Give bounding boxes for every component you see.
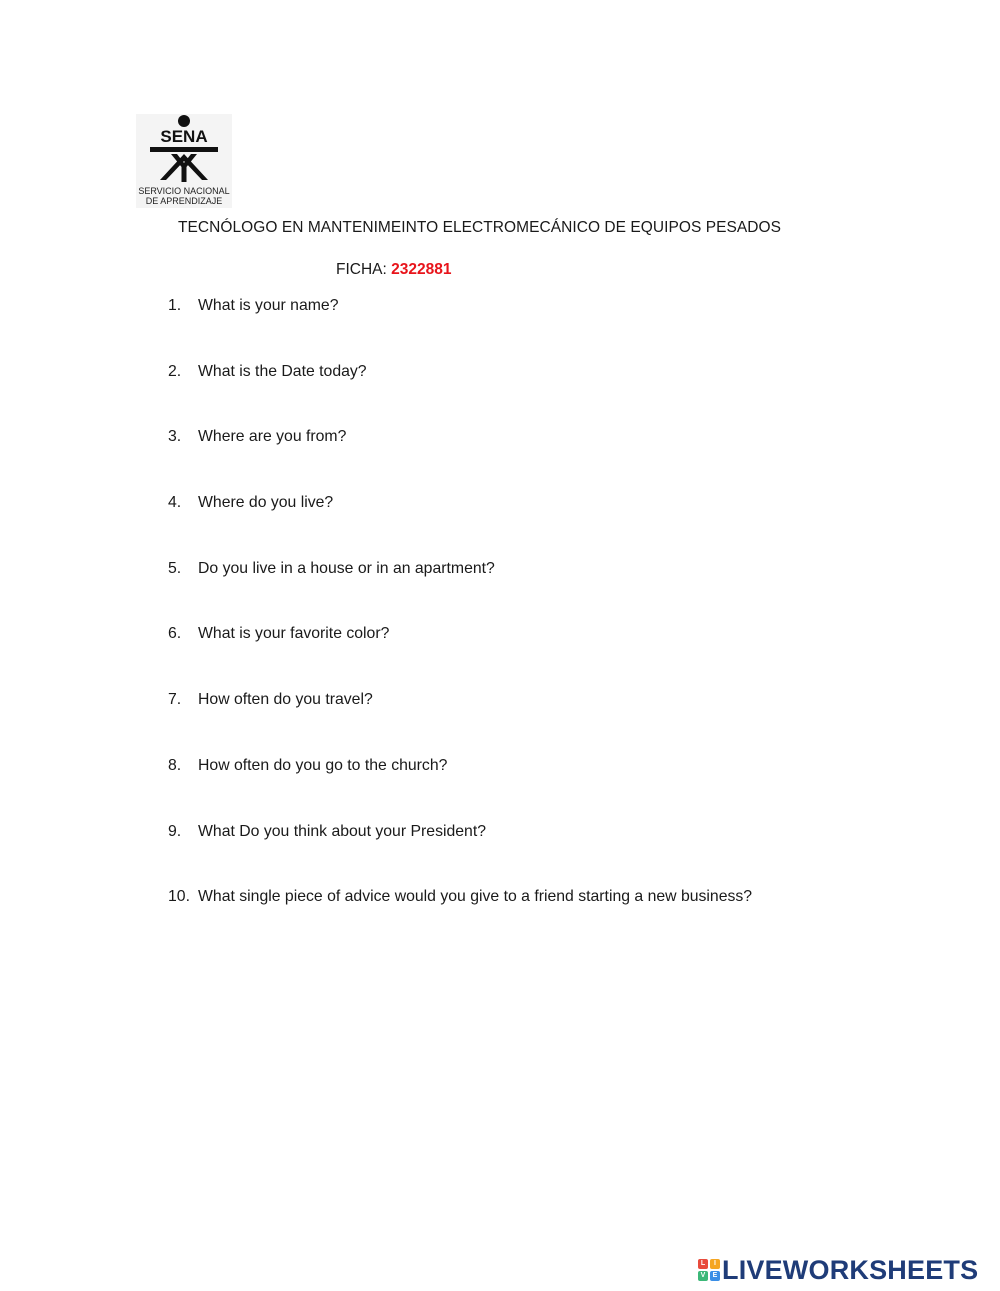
sena-logo-line2: DE APRENDIZAJE (145, 196, 223, 206)
question-number: 5. (168, 559, 182, 577)
question-number: 1. (168, 297, 182, 314)
sena-logo (136, 114, 232, 208)
question-number: 2. (168, 362, 182, 380)
question-number: 10. (168, 888, 190, 906)
ficha-number: 2322881 (391, 261, 452, 278)
ficha-line (336, 261, 451, 279)
brand-name: LIVEWORKSHEETS (722, 1255, 979, 1285)
question-number: 4. (168, 494, 182, 512)
liveworksheets-brand (698, 1255, 978, 1285)
sena-logo-line1: SERVICIO NACIONAL (138, 186, 230, 196)
question-text: Do you live in a house or in an apartment? (198, 559, 495, 577)
question-text: How often do you travel? (198, 691, 373, 709)
sena-logo-wordmark: SENA (160, 127, 208, 146)
question-number: 6. (168, 625, 182, 643)
question-number: 3. (168, 428, 182, 446)
brand-mark-i: I (710, 1259, 720, 1269)
question-text: Where do you live? (198, 494, 334, 512)
question-text: What is your name? (198, 297, 339, 314)
sena-logo-head (178, 115, 190, 127)
sena-logo-graphic (136, 114, 232, 208)
ficha-label: FICHA: (336, 261, 392, 278)
question-text: What Do you think about your President? (198, 822, 487, 840)
question-text: What is your favorite color? (198, 625, 390, 643)
question-text: How often do you go to the church? (198, 756, 448, 774)
question-number: 7. (168, 691, 182, 709)
document-title: TECNÓLOGO EN MANTENIMEINTO ELECTROMECÁNICO DE EQUIPOS PESADOS (178, 219, 782, 236)
question-text: What is the Date today? (198, 362, 367, 380)
question-text: What single piece of advice would you give to a friend starting a new business? (198, 888, 753, 906)
brand-mark-e: E (710, 1271, 720, 1281)
question-text: Where are you from? (198, 428, 347, 446)
brand-mark-l: L (698, 1259, 708, 1269)
brand-mark-v: V (698, 1271, 708, 1281)
liveworksheets-logo-icon (698, 1259, 720, 1281)
question-number: 9. (168, 822, 182, 840)
question-number: 8. (168, 756, 182, 774)
